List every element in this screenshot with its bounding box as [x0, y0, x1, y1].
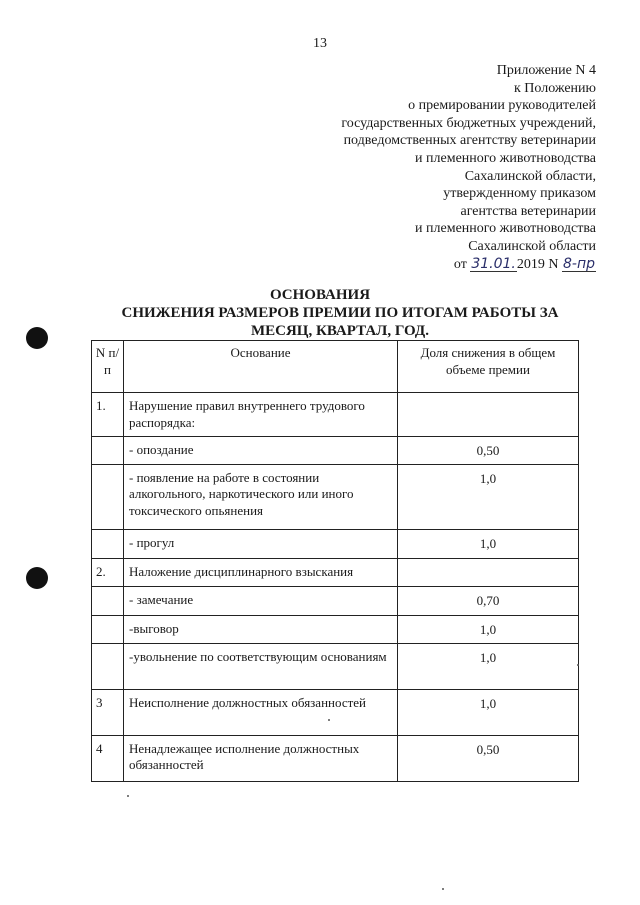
appendix-line: Сахалинской области [468, 238, 596, 254]
row-num [92, 464, 124, 529]
row-num [92, 437, 124, 465]
scan-speck [442, 888, 444, 890]
row-share: 0,50 [398, 437, 579, 465]
row-share: 1,0 [398, 464, 579, 529]
header-num: N п/п [92, 341, 124, 393]
row-reason: - появление на работе в состоянии алкогольного, наркотического или иного токсического опьянения [124, 464, 398, 529]
scan-speck [328, 719, 330, 721]
row-reason: Ненадлежащее исполнение должностных обязанностей [124, 735, 398, 781]
row-num [92, 643, 124, 689]
row-num: 1. [92, 393, 124, 437]
appendix-line: подведомственных агентству ветеринарии [343, 133, 596, 149]
row-reason: Неисполнение должностных обязанностей [124, 689, 398, 735]
header-share: Доля снижения в общем объеме премии [398, 341, 579, 393]
table-row [92, 615, 579, 643]
date-year: 2019 [516, 256, 545, 272]
appendix-line: о премировании руководителей [408, 98, 596, 114]
appendix-line: к Положению [513, 80, 596, 96]
table-row [92, 689, 579, 735]
table-row [92, 437, 579, 465]
row-share: 1,0 [398, 529, 579, 558]
row-share [398, 393, 579, 437]
row-num: 4 [92, 735, 124, 781]
document-title [0, 286, 640, 340]
scan-speck [577, 664, 579, 666]
appendix-line: государственных бюджетных учреждений, [341, 115, 596, 131]
row-reason: Наложение дисциплинарного взыскания [124, 558, 398, 586]
row-reason: Нарушение правил внутреннего трудового распорядка: [124, 393, 398, 437]
row-reason: -увольнение по соответствующим основаниям [124, 643, 398, 689]
row-share: 0,50 [398, 735, 579, 781]
appendix-line: агентства ветеринарии [460, 203, 596, 219]
table-row [92, 529, 579, 558]
row-reason: - замечание [124, 586, 398, 615]
appendix-line: утвержденному приказом [443, 186, 596, 202]
table-header-row [92, 341, 579, 393]
title-line-1: ОСНОВАНИЯ [269, 287, 371, 303]
page-number: 13 [313, 36, 327, 51]
scan-speck [127, 795, 129, 797]
row-reason: - прогул [124, 529, 398, 558]
row-share: 0,70 [398, 586, 579, 615]
row-reason: -выговор [124, 615, 398, 643]
table-row [92, 586, 579, 615]
number-prefix: N [548, 256, 559, 272]
row-num [92, 615, 124, 643]
reduction-grounds-table [91, 340, 579, 782]
table-row [92, 643, 579, 689]
table-row [92, 393, 579, 437]
title-line-2: СНИЖЕНИЯ РАЗМЕРОВ ПРЕМИИ ПО ИТОГАМ РАБОТЫ ЗА [121, 305, 559, 321]
title-line-3: МЕСЯЦ, КВАРТАЛ, ГОД. [250, 323, 430, 339]
row-num [92, 529, 124, 558]
row-share: 1,0 [398, 615, 579, 643]
appendix-line: Сахалинской области, [464, 168, 596, 184]
punch-hole [26, 567, 48, 589]
row-share: 1,0 [398, 689, 579, 735]
punch-hole [26, 327, 48, 349]
date-prefix: от [453, 256, 467, 272]
handwritten-date: 31.01. [471, 255, 516, 272]
appendix-line: Приложение N 4 [496, 63, 596, 78]
row-num: 2. [92, 558, 124, 586]
handwritten-order-number: 8-пр [563, 255, 595, 272]
row-share [398, 558, 579, 586]
appendix-line: и племенного животноводства [415, 150, 596, 166]
order-date-line [341, 256, 596, 274]
table-row [92, 558, 579, 586]
table-row [92, 735, 579, 781]
row-reason: - опоздание [124, 437, 398, 465]
row-num: 3 [92, 689, 124, 735]
row-share: 1,0 [398, 643, 579, 689]
header-reason: Основание [124, 341, 398, 393]
row-num [92, 586, 124, 615]
table-row [92, 464, 579, 529]
appendix-line: и племенного животноводства [415, 221, 596, 237]
appendix-header [341, 62, 596, 273]
